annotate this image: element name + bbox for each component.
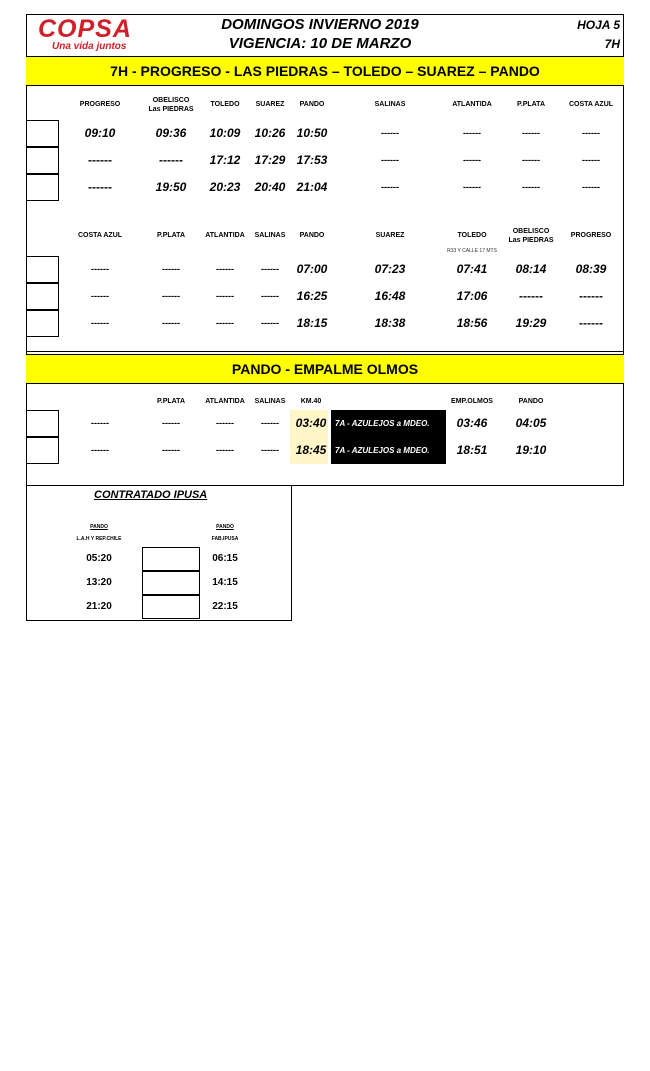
emp-olmos-time: 03:46	[456, 416, 488, 430]
time-cell: ------	[579, 316, 603, 330]
ipusa-time-depart: 13:20	[86, 577, 112, 588]
logo-name: COPSA	[38, 15, 132, 43]
column-header: P.PLATA	[156, 232, 186, 239]
time-cell: ------	[91, 318, 109, 328]
time-cell: ------	[162, 318, 180, 328]
line-code: 7H	[604, 37, 620, 51]
km40-time: 18:45	[295, 443, 327, 457]
time-cell: ------	[261, 318, 279, 328]
time-cell: ------	[162, 445, 180, 455]
column-header: SALINAS	[254, 232, 286, 239]
ipusa-box	[142, 595, 200, 619]
time-cell: ------	[463, 128, 481, 138]
column-header: SUAREZ	[255, 101, 285, 108]
row-checkbox	[26, 147, 59, 174]
column-header: ATLANTIDA	[452, 101, 492, 108]
column-header-sub: Las PIEDRAS	[508, 237, 554, 244]
time-cell: ------	[216, 418, 234, 428]
time-cell: 09:36	[155, 126, 187, 140]
column-header: P.PLATA	[516, 101, 546, 108]
column-header: COSTA AZUL	[568, 101, 614, 108]
emp-olmos-time: 18:51	[456, 443, 488, 457]
time-cell: ------	[88, 180, 112, 194]
ipusa-title: CONTRATADO IPUSA	[94, 489, 208, 501]
ipusa-time-depart: 21:20	[86, 601, 112, 612]
time-cell: 08:39	[575, 262, 607, 276]
time-cell: 17:29	[254, 153, 286, 167]
transfer-note: 7A - AZULEJOS a MDEO.	[331, 410, 446, 437]
time-cell: ------	[522, 155, 540, 165]
toledo-note: R33 Y CALLE 17 MTS	[447, 248, 497, 254]
ipusa-time-arrive: 06:15	[212, 553, 238, 564]
time-cell: ------	[91, 418, 109, 428]
pando-time: 04:05	[515, 416, 547, 430]
time-cell: 16:48	[374, 289, 406, 303]
column-header: ATLANTIDA	[205, 398, 245, 405]
route2-title: PANDO - EMPALME OLMOS	[26, 354, 624, 384]
column-header: SALINAS	[374, 101, 406, 108]
time-cell: ------	[261, 445, 279, 455]
row-checkbox	[26, 410, 59, 437]
time-cell: ------	[579, 289, 603, 303]
time-cell: ------	[261, 291, 279, 301]
time-cell: ------	[216, 264, 234, 274]
ipusa-time-depart: 05:20	[86, 553, 112, 564]
time-cell: ------	[463, 155, 481, 165]
time-cell: 08:14	[515, 262, 547, 276]
column-header: PANDO	[299, 232, 325, 239]
time-cell: ------	[216, 291, 234, 301]
time-cell: 18:15	[296, 316, 328, 330]
time-cell: ------	[162, 418, 180, 428]
time-cell: ------	[582, 155, 600, 165]
column-header: SALINAS	[254, 398, 286, 405]
sheet-number: HOJA 5	[577, 18, 620, 32]
time-cell: ------	[162, 291, 180, 301]
time-cell: 17:06	[456, 289, 488, 303]
time-cell: 20:23	[209, 180, 241, 194]
time-cell: 09:10	[84, 126, 116, 140]
time-cell: 07:41	[456, 262, 488, 276]
row-checkbox	[26, 120, 59, 147]
time-cell: ------	[522, 128, 540, 138]
column-header: TOLEDO	[457, 232, 487, 239]
km40-time: 03:40	[295, 416, 327, 430]
time-cell: 16:25	[296, 289, 328, 303]
time-cell: ------	[216, 445, 234, 455]
row-checkbox	[26, 437, 59, 464]
column-header: P.PLATA	[156, 398, 186, 405]
time-cell: ------	[519, 289, 543, 303]
column-header: PROGRESO	[79, 101, 121, 108]
time-cell: 17:12	[209, 153, 241, 167]
time-cell: ------	[159, 153, 183, 167]
time-cell: 10:26	[254, 126, 286, 140]
time-cell: ------	[88, 153, 112, 167]
column-header: TOLEDO	[210, 101, 240, 108]
time-cell: ------	[381, 155, 399, 165]
time-cell: 10:09	[209, 126, 241, 140]
time-cell: ------	[261, 264, 279, 274]
column-header: PROGRESO	[570, 232, 612, 239]
route1-title: 7H - PROGRESO - LAS PIEDRAS – TOLEDO – SUAREZ – PANDO	[26, 56, 624, 86]
pando-time: 19:10	[515, 443, 547, 457]
time-cell: 10:50	[296, 126, 328, 140]
time-cell: 19:50	[155, 180, 187, 194]
column-header: OBELISCO	[152, 97, 190, 104]
column-header: COSTA AZUL	[77, 232, 123, 239]
time-cell: ------	[522, 182, 540, 192]
time-cell: ------	[91, 264, 109, 274]
transfer-note: 7A - AZULEJOS a MDEO.	[331, 437, 446, 464]
time-cell: ------	[91, 445, 109, 455]
time-cell: ------	[381, 128, 399, 138]
ipusa-time-arrive: 14:15	[212, 577, 238, 588]
time-cell: ------	[381, 182, 399, 192]
time-cell: 07:00	[296, 262, 328, 276]
row-checkbox	[26, 256, 59, 283]
logo-tagline: Una vida juntos	[52, 41, 127, 52]
ipusa-col1-sub: L.A.H Y REP.CHILE	[76, 536, 122, 542]
schedule-validity: VIGENCIA: 10 DE MARZO	[228, 35, 412, 52]
time-cell: ------	[162, 264, 180, 274]
column-header: PANDO	[299, 101, 325, 108]
row-checkbox	[26, 283, 59, 310]
column-header: OBELISCO	[512, 228, 550, 235]
column-header: KM.40	[300, 398, 322, 405]
row-checkbox	[26, 174, 59, 201]
time-cell: ------	[582, 182, 600, 192]
time-cell: 19:29	[515, 316, 547, 330]
column-header: ATLANTIDA	[205, 232, 245, 239]
ipusa-time-arrive: 22:15	[212, 601, 238, 612]
time-cell: 20:40	[254, 180, 286, 194]
time-cell: 17:53	[296, 153, 328, 167]
time-cell: 07:23	[374, 262, 406, 276]
time-cell: ------	[582, 128, 600, 138]
column-header: EMP.OLMOS	[451, 398, 493, 405]
time-cell: 18:38	[374, 316, 406, 330]
ipusa-box	[142, 547, 200, 571]
copsa-logo	[38, 17, 132, 52]
time-cell: 21:04	[296, 180, 328, 194]
time-cell: ------	[463, 182, 481, 192]
time-cell: ------	[216, 318, 234, 328]
column-header-sub: Las PIEDRAS	[148, 106, 194, 113]
time-cell: 18:56	[456, 316, 488, 330]
column-header: SUAREZ	[375, 232, 405, 239]
ipusa-col2-sub: FAB.IPUSA	[211, 536, 239, 542]
divider	[26, 351, 624, 352]
time-cell: ------	[261, 418, 279, 428]
ipusa-col2-head: PANDO	[216, 524, 234, 530]
ipusa-col1-head: PANDO	[90, 524, 108, 530]
column-header: PANDO	[518, 398, 544, 405]
ipusa-box	[142, 571, 200, 595]
schedule-title: DOMINGOS INVIERNO 2019	[221, 16, 419, 33]
row-checkbox	[26, 310, 59, 337]
time-cell: ------	[91, 291, 109, 301]
